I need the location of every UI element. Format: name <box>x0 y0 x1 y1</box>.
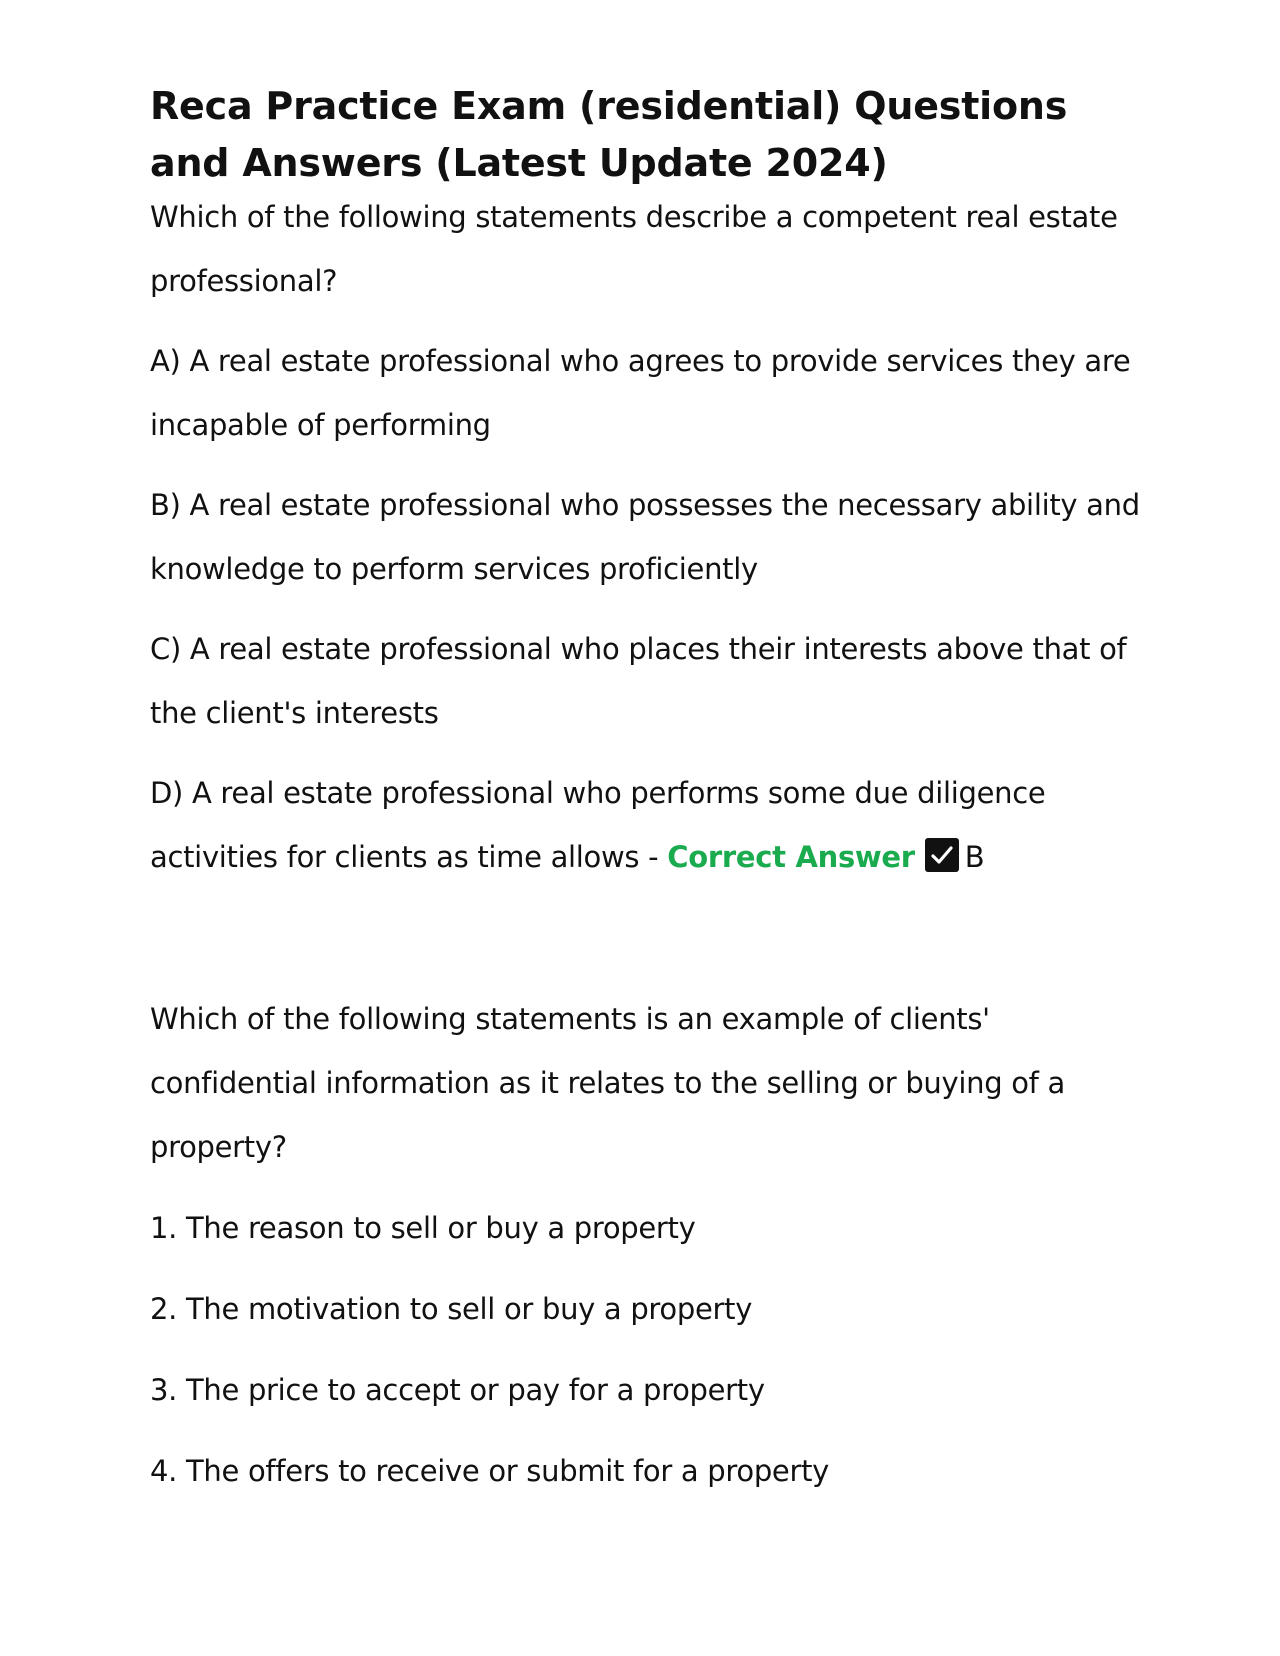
section-gap <box>150 889 1140 987</box>
document-title: Reca Practice Exam (residential) Questions and Answers (Latest Update 2024) <box>150 84 1068 185</box>
question-2-item-2: 2. The motivation to sell or buy a property <box>150 1292 753 1326</box>
question-1-option-d <box>150 761 1140 889</box>
check-box-icon <box>925 838 959 872</box>
question-2-stem: Which of the following statements is an example of clients' confidential information as it relates to the selling or buying of a property? <box>150 1002 1065 1164</box>
correct-answer-label: Correct Answer <box>667 840 915 874</box>
question-2-item-3: 3. The price to accept or pay for a property <box>150 1373 765 1407</box>
question-2-item-1: 1. The reason to sell or buy a property <box>150 1211 696 1245</box>
document-page <box>150 78 1140 1503</box>
question-2-item-4: 4. The offers to receive or submit for a property <box>150 1454 830 1488</box>
question-1-option-d-text: D) A real estate professional who performs some due diligence activities for clients as time allows - <box>150 776 1046 874</box>
question-1-option-a: A) A real estate professional who agrees to provide services they are incapable of performing <box>150 344 1131 442</box>
question-1-stem: Which of the following statements describe a competent real estate professional? <box>150 200 1118 298</box>
correct-answer-value: B <box>964 840 985 874</box>
question-1-option-c: C) A real estate professional who places their interests above that of the client's interests <box>150 632 1127 730</box>
question-1-option-b: B) A real estate professional who possesses the necessary ability and knowledge to perform services proficiently <box>150 488 1140 586</box>
